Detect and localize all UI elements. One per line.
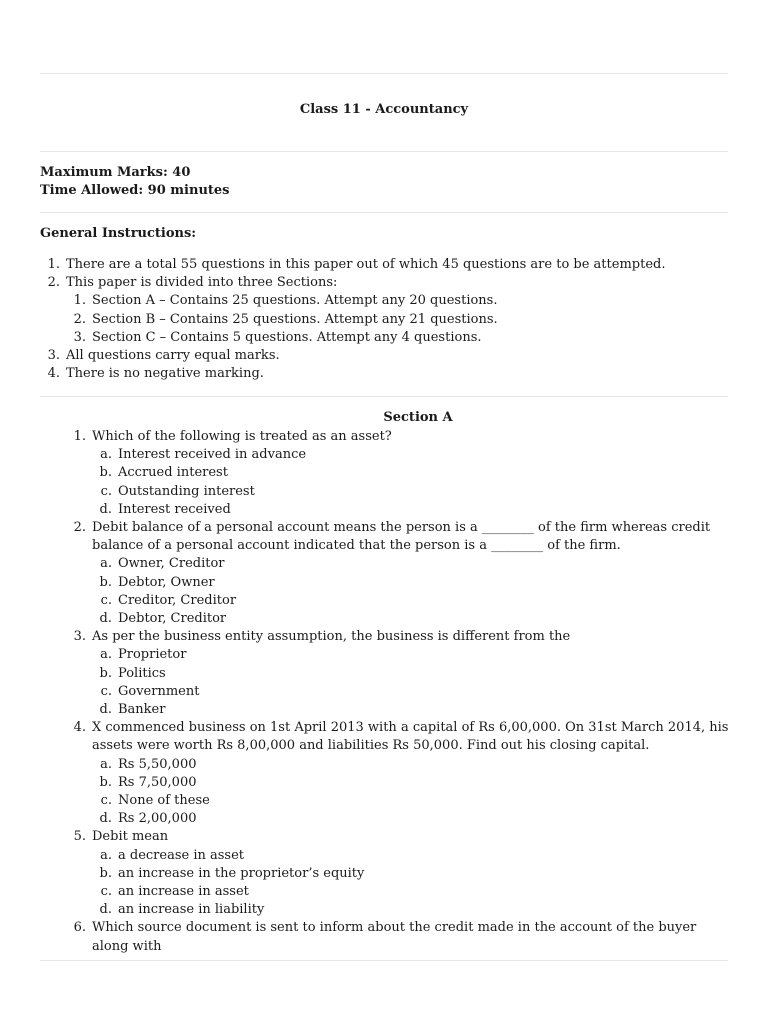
question-number: 6. <box>73 920 86 936</box>
answer-option <box>40 610 730 628</box>
question-item <box>40 428 730 446</box>
question-number: 3. <box>73 629 86 645</box>
general-instructions-heading: General Instructions: <box>40 226 197 241</box>
section-a-heading: Section A <box>383 410 453 425</box>
answer-option <box>40 701 730 719</box>
instruction-sub-item: 3. Section C – Contains 5 questions. Attempt any 4 questions. <box>73 329 482 345</box>
option-text: Government <box>118 683 200 699</box>
instruction-item: 1. There are a total 55 questions in this paper out of which 45 questions are to be attempted. <box>47 257 666 272</box>
answer-option <box>40 774 730 792</box>
answer-option <box>40 464 730 482</box>
answer-option <box>40 592 730 610</box>
option-text: a decrease in asset <box>118 847 245 863</box>
question-text: Debit balance of a personal account means the person is a ________ of the firm whereas credit balance of a personal account indicated that the person is a ________ of the firm. <box>92 520 711 554</box>
question-item <box>40 919 730 955</box>
option-text: Owner, Creditor <box>118 556 225 572</box>
instruction-sub-item: 2. Section B – Contains 25 questions. Attempt any 21 questions. <box>73 311 498 327</box>
option-text: None of these <box>118 793 210 809</box>
option-letter: c. <box>100 483 112 499</box>
instruction-item: 4. There is no negative marking. <box>47 366 264 382</box>
general-instructions-list <box>40 256 728 383</box>
option-letter: b. <box>99 665 112 681</box>
option-letter: c. <box>100 793 112 809</box>
option-letter: b. <box>99 574 112 590</box>
option-letter: c. <box>100 683 112 699</box>
option-letter: a. <box>100 756 112 772</box>
option-text: Rs 5,50,000 <box>118 756 197 772</box>
top-divider <box>40 73 728 74</box>
question-text: X commenced business on 1st April 2013 with a capital of Rs 6,00,000. On 31st March 2014, his assets were worth Rs 8,00,000 and liabilities Rs 50,000. Find out his closing capital. <box>92 720 729 754</box>
option-text: Accrued interest <box>118 465 228 481</box>
instruction-item: 2. This paper is divided into three Sections: <box>47 275 338 291</box>
option-text: an increase in liability <box>118 902 265 918</box>
question-text: Debit mean <box>92 829 169 845</box>
exam-meta <box>40 164 229 200</box>
answer-option <box>40 792 730 810</box>
answer-option <box>40 865 730 883</box>
answer-option <box>40 847 730 865</box>
max-marks: Maximum Marks: 40 <box>40 165 191 180</box>
option-letter: c. <box>100 592 112 608</box>
instruction-item: 3. All questions carry equal marks. <box>47 348 280 364</box>
answer-option <box>40 883 730 901</box>
option-letter: b. <box>99 465 112 481</box>
option-text: Rs 2,00,000 <box>118 811 197 827</box>
question-number: 1. <box>73 429 86 444</box>
instruction-sub-item: 1. Section A – Contains 25 questions. Attempt any 20 questions. <box>73 293 498 309</box>
answer-option <box>40 446 730 464</box>
answer-option <box>40 483 730 501</box>
question-number: 4. <box>73 720 86 736</box>
question-text: Which source document is sent to inform about the credit made in the account of the buyer along with <box>92 920 697 954</box>
option-letter: d. <box>99 611 112 627</box>
option-letter: a. <box>100 447 112 463</box>
answer-option <box>40 756 730 774</box>
answer-option <box>40 501 730 519</box>
option-letter: a. <box>100 647 112 663</box>
question-number: 5. <box>73 829 86 845</box>
question-item <box>40 519 730 555</box>
option-letter: a. <box>100 847 112 863</box>
meta-divider <box>40 212 728 213</box>
question-number: 2. <box>73 520 86 536</box>
option-text: Interest received in advance <box>118 447 307 463</box>
option-text: Creditor, Creditor <box>118 592 237 608</box>
option-text: an increase in the proprietor’s equity <box>118 865 365 881</box>
answer-option <box>40 574 730 592</box>
option-letter: d. <box>99 902 112 918</box>
option-text: an increase in asset <box>118 884 249 900</box>
option-letter: d. <box>99 811 112 827</box>
option-text: Debtor, Owner <box>118 574 215 590</box>
option-letter: b. <box>99 774 112 790</box>
option-letter: c. <box>100 884 112 900</box>
option-text: Rs 7,50,000 <box>118 774 197 790</box>
option-text: Proprietor <box>118 647 187 663</box>
option-text: Debtor, Creditor <box>118 611 227 627</box>
question-item <box>40 719 730 755</box>
option-letter: d. <box>99 501 112 517</box>
answer-option <box>40 646 730 664</box>
option-letter: d. <box>99 702 112 718</box>
bottom-divider <box>40 960 728 961</box>
option-letter: a. <box>100 556 112 572</box>
page-title: Class 11 - Accountancy <box>299 102 469 117</box>
section-a-questions <box>40 428 730 956</box>
title-divider <box>40 151 728 152</box>
answer-option <box>40 665 730 683</box>
answer-option <box>40 810 730 828</box>
option-text: Politics <box>118 665 166 681</box>
option-text: Banker <box>118 702 166 718</box>
answer-option <box>40 901 730 919</box>
question-text: As per the business entity assumption, the business is different from the <box>92 629 571 645</box>
option-text: Interest received <box>118 501 231 517</box>
option-letter: b. <box>99 865 112 881</box>
question-item <box>40 828 730 846</box>
question-text: Which of the following is treated as an asset? <box>92 429 392 444</box>
time-allowed: Time Allowed: 90 minutes <box>40 183 230 198</box>
answer-option <box>40 683 730 701</box>
option-text: Outstanding interest <box>118 483 255 499</box>
question-item <box>40 628 730 646</box>
instructions-divider <box>40 396 728 397</box>
answer-option <box>40 555 730 573</box>
